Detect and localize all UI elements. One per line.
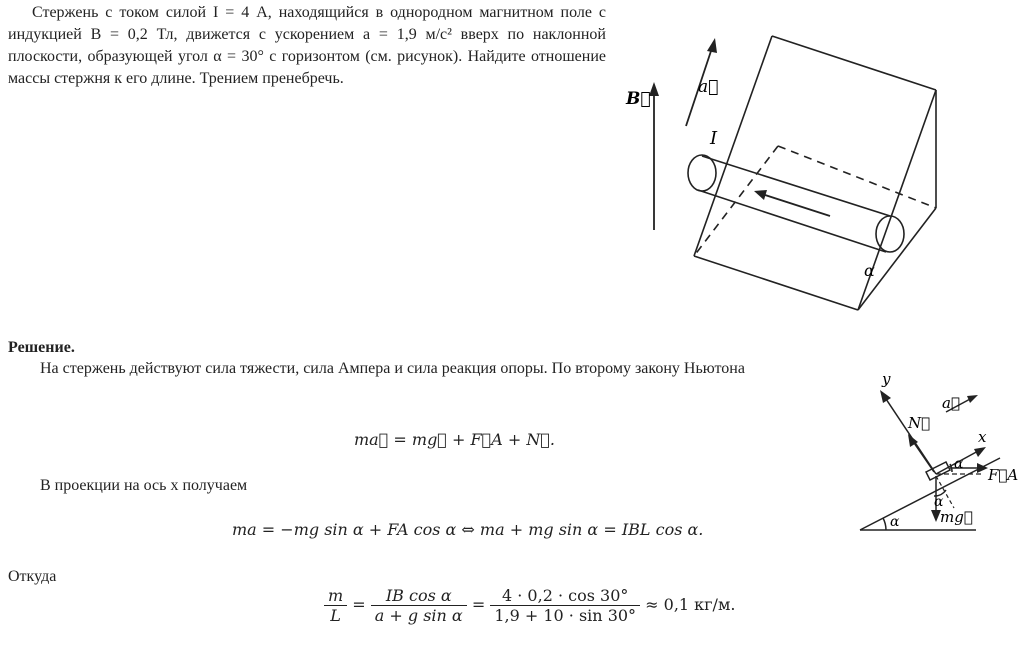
accel-label-2: a⃗	[942, 394, 960, 412]
projection-text: В проекции на ось x получаем	[40, 477, 248, 494]
angle-label: α	[864, 261, 875, 280]
rhs-num: 4 · 0,2 · cos 30°	[490, 586, 640, 606]
lhs-num: m	[324, 586, 347, 606]
rhs-fraction	[490, 586, 640, 625]
mid-den: a + g sin α	[374, 606, 463, 625]
alpha-label-2: α	[954, 456, 964, 472]
result-value: ≈ 0,1 кг/м.	[645, 595, 736, 614]
projection-equation: ma = −mg sin α + FA cos α ⇔ ma + mg sin α = IBL cos α.	[232, 520, 704, 539]
force-diagram	[850, 368, 1020, 538]
whence-text: Откуда	[8, 568, 57, 585]
result-equation	[324, 586, 735, 625]
current-label: I	[710, 128, 718, 149]
problem-text: Стержень с током силой I = 4 А, находящийся в однородном магнитном поле с индукцией B = 0,2 Тл, движется с ускорением a = 1,9 м/с² вверх по наклонной плоскости, образующей угол α = 30° с горизонтом (см. рисунок). Найдите отношение массы стержня к его длине. Трением пренебречь.	[8, 4, 606, 87]
ampere-force-label: F⃗A	[988, 466, 1019, 484]
field-label: B⃗	[626, 89, 651, 109]
equals-2: =	[471, 595, 491, 614]
lhs-den: L	[330, 606, 341, 625]
alpha-label-1: α	[890, 514, 900, 530]
mid-num: IB cos α	[371, 586, 467, 606]
y-axis-label: y	[882, 370, 891, 388]
lhs-fraction	[324, 586, 347, 625]
incline-figure	[620, 20, 950, 320]
accel-label: a⃗	[698, 77, 719, 97]
rhs-den: 1,9 + 10 · sin 30°	[494, 606, 637, 625]
mid-fraction	[371, 586, 467, 625]
intro-text: На стержень действуют сила тяжести, сила Ампера и сила реакция опоры. По второму закону Ньютона	[40, 360, 745, 377]
equals-1: =	[352, 595, 371, 614]
solution-title: Решение.	[8, 339, 75, 356]
problem-statement	[8, 2, 606, 90]
normal-force-label: N⃗	[908, 414, 931, 432]
alpha-label-3: α	[934, 494, 944, 510]
solution-intro	[8, 358, 850, 380]
x-axis-label: x	[978, 428, 987, 446]
gravity-label: mg⃗	[940, 508, 973, 526]
newton-equation: ma⃗ = mg⃗ + F⃗A + N⃗.	[354, 430, 556, 449]
